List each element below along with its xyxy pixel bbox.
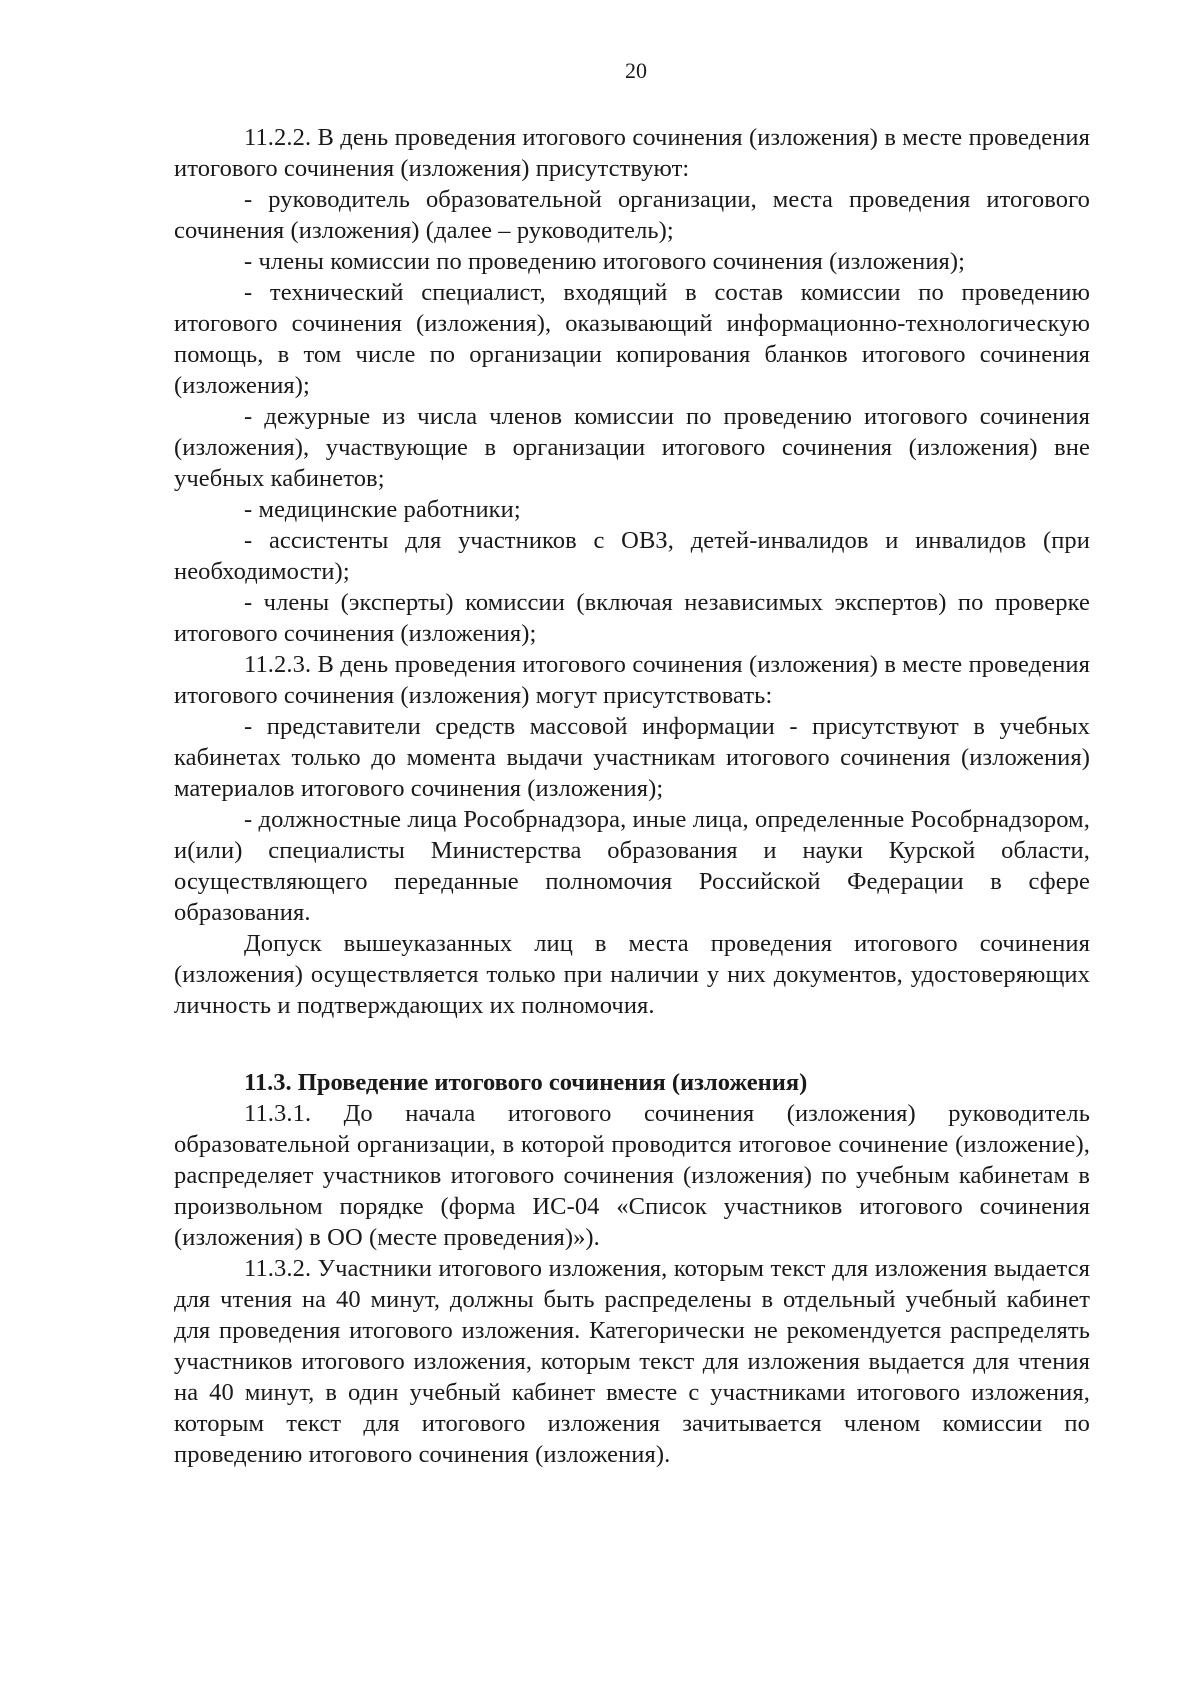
list-item-officials: - должностные лица Рособрнадзора, иные лица, определенные Рособрнадзором, и(или) специалисты Министерства образования и науки Курской области, осуществляющего переданные полномочия Российской Федерации в сфере образования. <box>174 806 1090 926</box>
list-item-duty-officers: - дежурные из числа членов комиссии по проведению итогового сочинения (изложения), участвующие в организации итогового сочинения (изложения) вне учебных кабинетов; <box>174 403 1090 492</box>
paragraph-11-3-2: 11.3.2. Участники итогового изложения, которым текст для изложения выдается для чтения на 40 минут, должны быть распределены в отдельный учебный кабинет для проведения итогового изложения. Категорически не рекомендуется распределять участников итогового изложения, которым текст для изложения выдается для чтения на 40 минут, в один учебный кабинет вместе с участниками итогового изложения, которым текст для итогового изложения зачитывается членом комиссии по проведению итогового сочинения (изложения). <box>174 1255 1090 1468</box>
list-item-medical-workers: - медицинские работники; <box>244 496 521 523</box>
list-item-head: - руководитель образовательной организации, места проведения итогового сочинения (изложения) (далее – руководитель); <box>174 186 1090 244</box>
page-number: 20 <box>625 58 647 83</box>
list-item-media: - представители средств массовой информации - присутствуют в учебных кабинетах только до момента выдачи участникам итогового сочинения (изложения) материалов итогового сочинения (изложения); <box>174 713 1090 802</box>
list-item-assistants: - ассистенты для участников с ОВЗ, детей-инвалидов и инвалидов (при необходимости); <box>174 527 1090 585</box>
list-item-commission-members: - члены комиссии по проведению итогового сочинения (изложения); <box>244 248 966 275</box>
paragraph-11-2-2: 11.2.2. В день проведения итогового сочинения (изложения) в месте проведения итогового сочинения (изложения) присутствуют: <box>174 124 1090 182</box>
list-item-tech-specialist: - технический специалист, входящий в состав комиссии по проведению итогового сочинения (изложения), оказывающий информационно-технологическую помощь, в том числе по организации копирования бланков итогового сочинения (изложения); <box>174 279 1090 399</box>
list-item-experts: - члены (эксперты) комиссии (включая независимых экспертов) по проверке итогового сочинения (изложения); <box>174 589 1090 647</box>
document-page <box>174 60 1090 1470</box>
paragraph-11-2-3: 11.2.3. В день проведения итогового сочинения (изложения) в месте проведения итогового сочинения (изложения) могут присутствовать: <box>174 651 1090 709</box>
paragraph-admission: Допуск вышеуказанных лиц в места проведения итогового сочинения (изложения) осуществляется только при наличии у них документов, удостоверяющих личность и подтверждающих их полномочия. <box>174 930 1090 1019</box>
section-heading-11-3: 11.3. Проведение итогового сочинения (изложения) <box>244 1069 808 1096</box>
paragraph-11-3-1: 11.3.1. До начала итогового сочинения (изложения) руководитель образовательной организации, в которой проводится итоговое сочинение (изложение), распределяет участников итогового сочинения (изложения) по учебным кабинетам в произвольном порядке (форма ИС-04 «Список участников итогового сочинения (изложения) в ОО (месте проведения)»). <box>174 1100 1090 1251</box>
